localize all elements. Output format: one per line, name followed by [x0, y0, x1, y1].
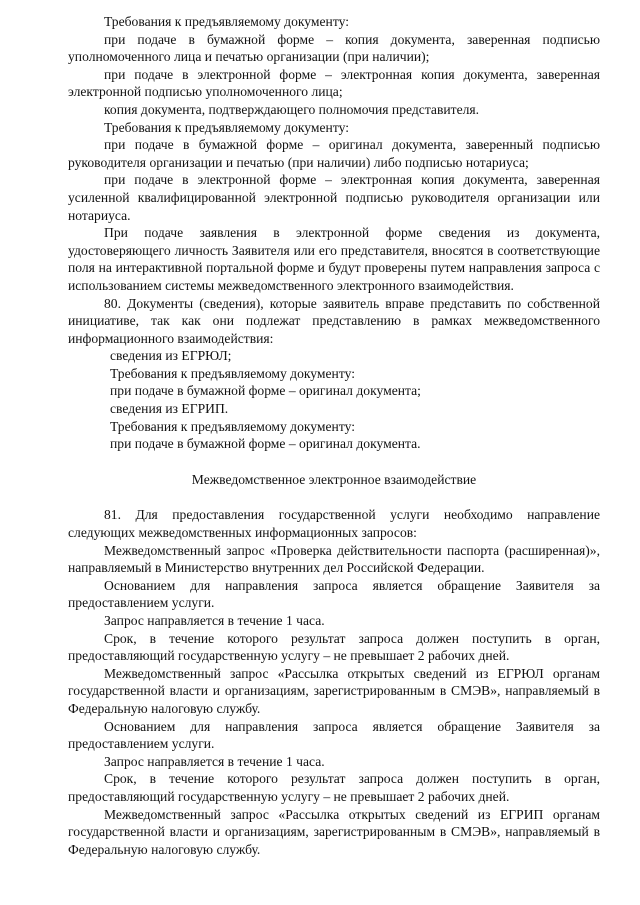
paragraph-clause-80: 80. Документы (сведения), которые заявитель вправе представить по собственной инициативе, так как они подлежат представлению в рамках межведомственного информационного взаимодействия:	[68, 295, 600, 346]
list-item: при подаче в бумажной форме – оригинал документа;	[110, 383, 421, 399]
paragraph: при подаче в электронной форме – электронная копия документа, заверенная электронной подписью уполномоченного лица;	[68, 66, 600, 100]
list-item: Требования к предъявляемому документу:	[110, 365, 355, 381]
paragraph: При подаче заявления в электронной форме сведения из документа, удостоверяющего личность Заявителя или его представителя, вносятся в соответствующие поля на интерактивной портальной форме и будут проверены путем направления запроса с использованием системы межведомственного электронного взаимодействия.	[68, 225, 600, 293]
paragraph: копия документа, подтверждающего полномочия представителя.	[104, 101, 480, 117]
list-item: Требования к предъявляемому документу:	[110, 418, 355, 434]
paragraph: при подаче в электронной форме – электронная копия документа, заверенная усиленной квалифицированной электронной подписью руководителя организации или нотариуса.	[68, 172, 600, 223]
paragraph: Запрос направляется в течение 1 часа.	[104, 753, 325, 769]
paragraph: Межведомственный запрос «Проверка действительности паспорта (расширенная)», направляемый в Министерство внутренних дел Российской Федерации.	[68, 542, 600, 576]
paragraph: при подаче в бумажной форме – оригинал документа, заверенный подписью руководителя организации и печатью (при наличии) либо подписью нотариуса;	[68, 137, 600, 170]
paragraph: Срок, в течение которого результат запроса должен поступить в орган, предоставляющий государственную услугу – не превышает 2 рабочих дней.	[68, 771, 600, 804]
list-item: сведения из ЕГРИП.	[110, 401, 229, 417]
paragraph: Межведомственный запрос «Рассылка открытых сведений из ЕГРИП органам государственной власти и организациям, зарегистрированным в СМЭВ», направляемый в Федеральную налоговую службу.	[68, 806, 600, 857]
paragraph: Срок, в течение которого результат запроса должен поступить в орган, предоставляющий государственную услугу – не превышает 2 рабочих дней.	[68, 630, 600, 664]
section-heading: Межведомственное электронное взаимодействие	[191, 471, 477, 487]
list-item: сведения из ЕГРЮЛ;	[110, 348, 232, 364]
paragraph: Требования к предъявляемому документу:	[104, 119, 349, 135]
paragraph: при подаче в бумажной форме – копия документа, заверенная подписью уполномоченного лица и печатью организации (при наличии);	[68, 31, 600, 65]
paragraph: Запрос направляется в течение 1 часа.	[104, 613, 325, 628]
paragraph: Основанием для направления запроса является обращение Заявителя за предоставлением услуги.	[68, 577, 600, 611]
paragraph: Основанием для направления запроса является обращение Заявителя за предоставлением услуги.	[68, 718, 600, 752]
paragraph-clause-81: 81. Для предоставления государственной услуги необходимо направление следующих межведомственных информационных запросов:	[68, 507, 600, 541]
list-item: при подаче в бумажной форме – оригинал документа.	[110, 436, 421, 452]
paragraph: Межведомственный запрос «Рассылка открытых сведений из ЕГРЮЛ органам государственной власти и организациям, зарегистрированным в СМЭВ», направляемый в Федеральную налоговую службу.	[68, 665, 600, 716]
paragraph: Требования к предъявляемому документу:	[104, 14, 349, 29]
